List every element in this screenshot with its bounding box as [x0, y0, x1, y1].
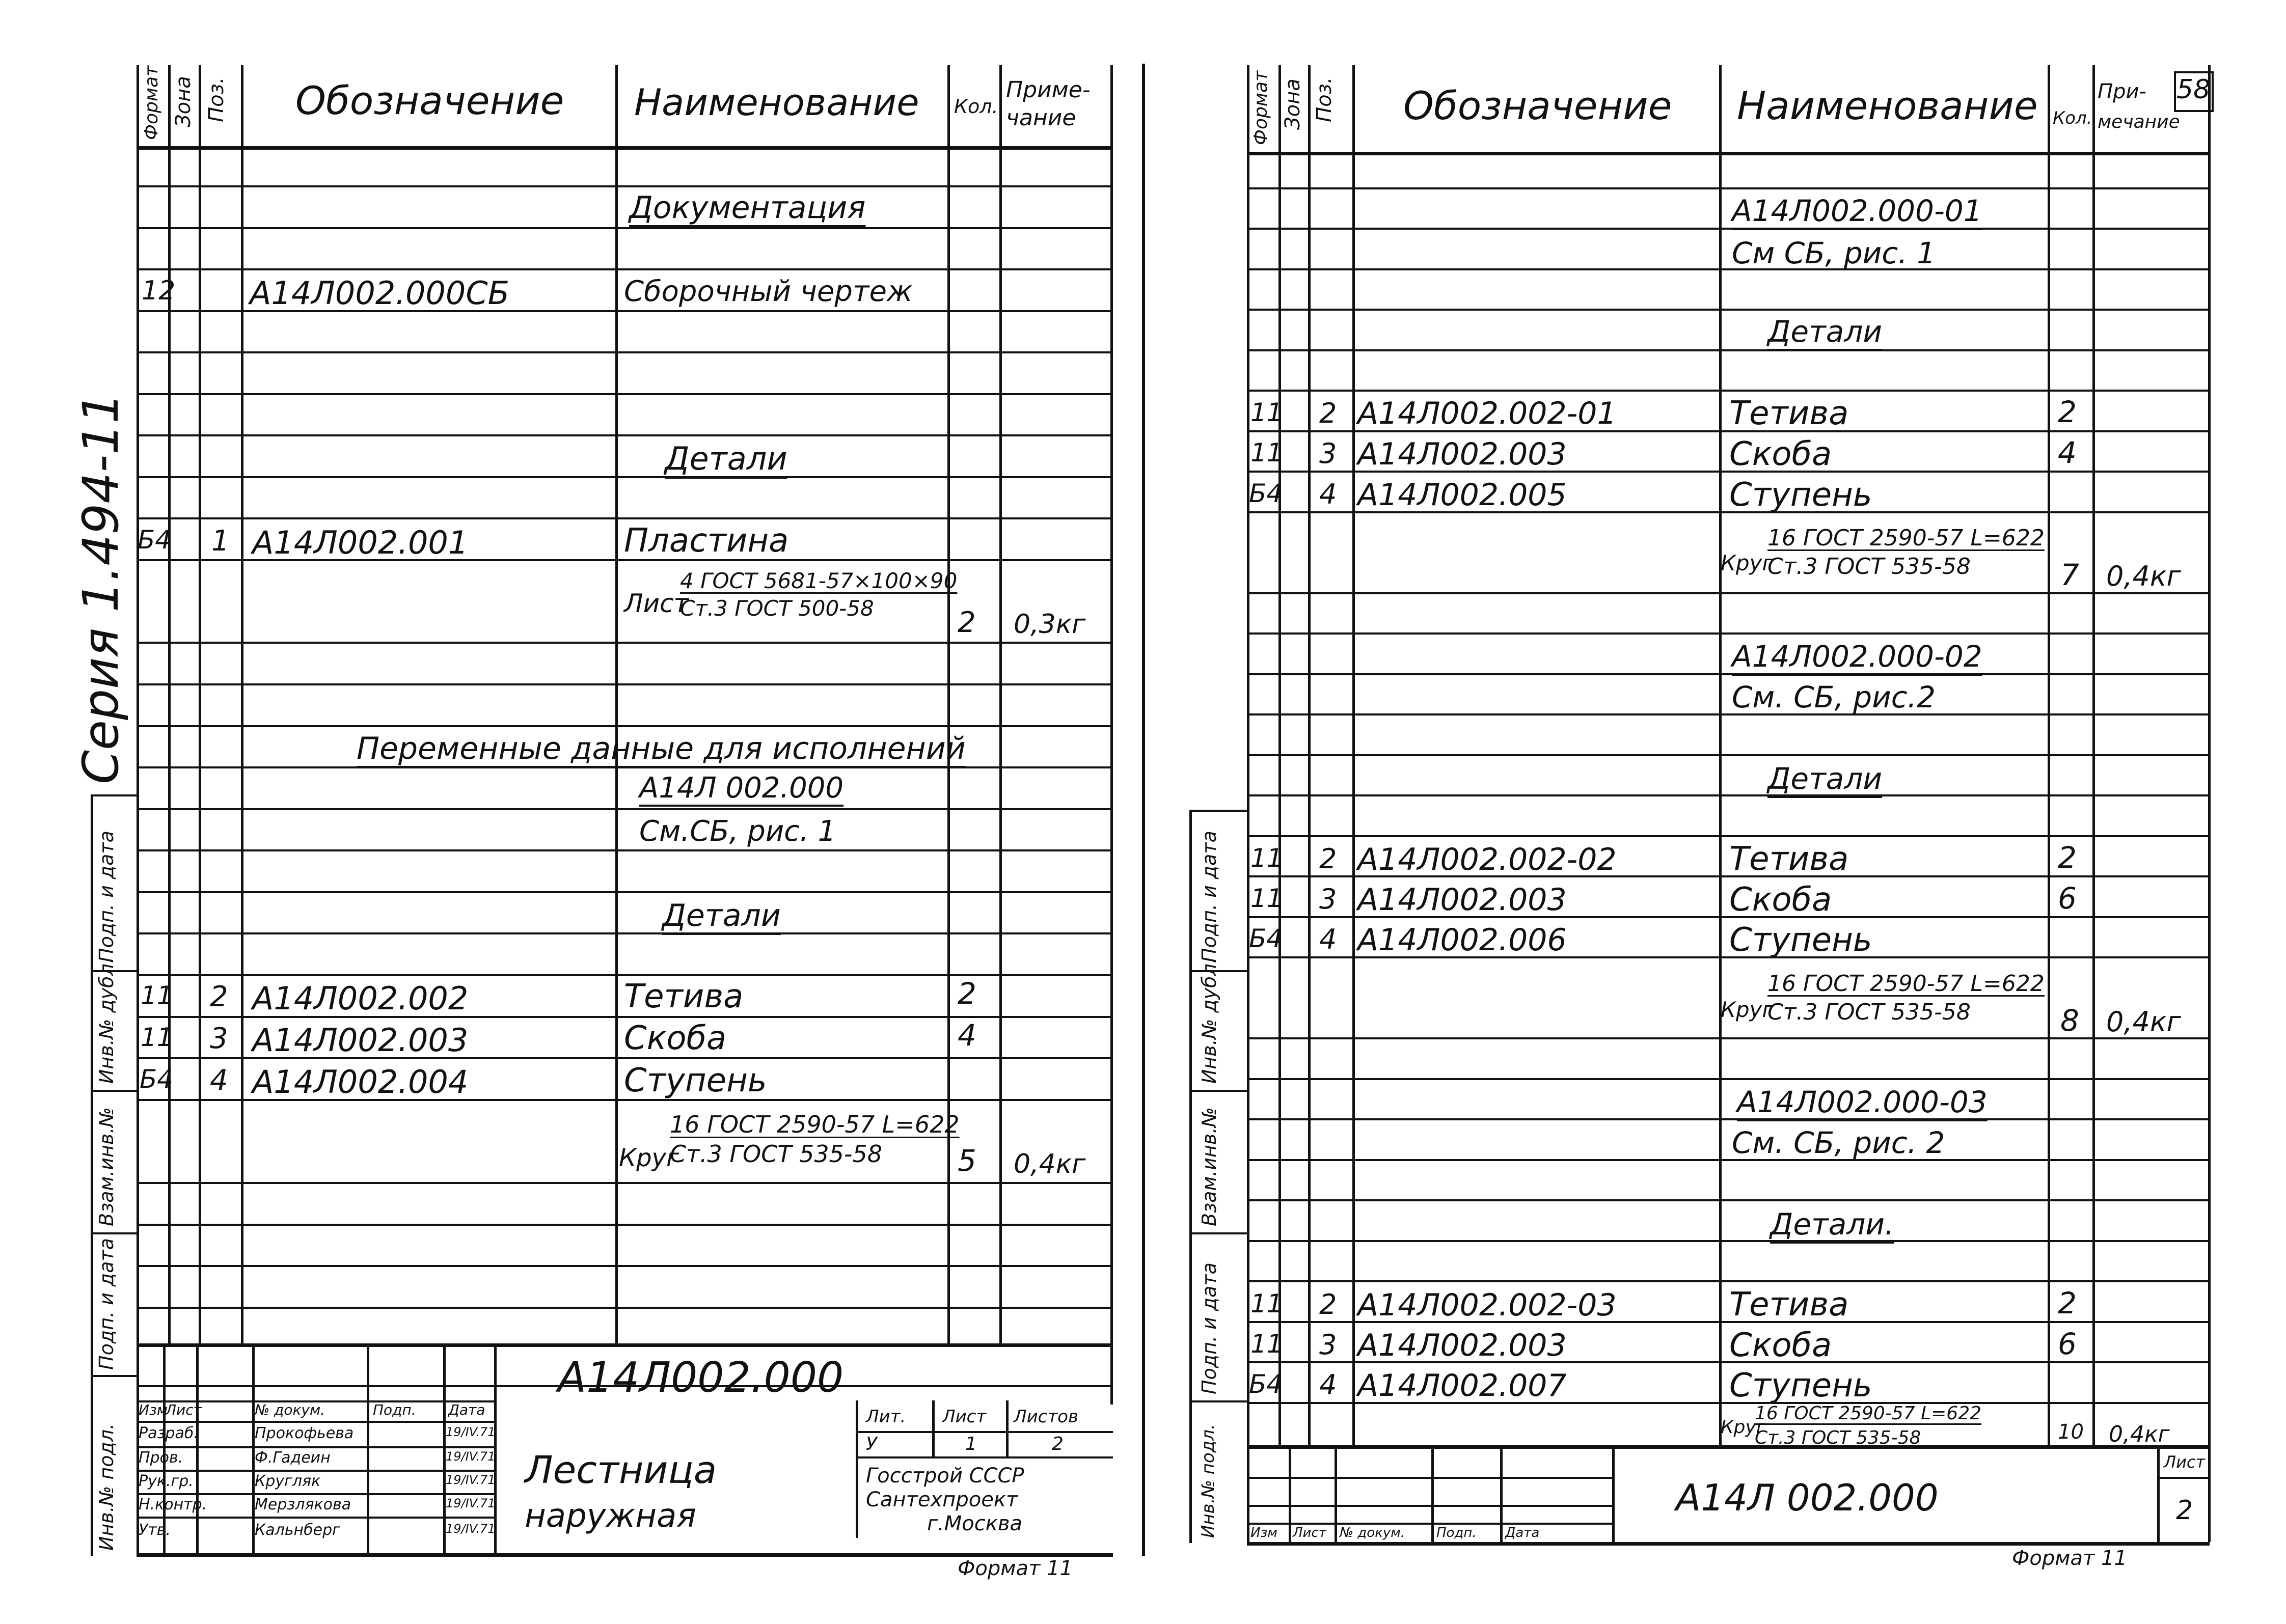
r-side-label-dup-inv: Инв.№ дубл.	[1198, 957, 1220, 1084]
plate-format: Б4	[138, 525, 172, 555]
org-line-2: Сантехпроект	[866, 1488, 1018, 1511]
r-col-doc: № докум.	[1340, 1525, 1405, 1540]
v1-item-2-format: 11	[1250, 438, 1283, 467]
v3-round-spec-top: 16 ГОСТ 2590-57 L=622	[1755, 1403, 1982, 1424]
stringer-designation: А14Л002.002	[252, 980, 469, 1017]
v3-item-1-pos: 2	[1319, 1288, 1337, 1320]
v2-item-2-name: Скоба	[1729, 881, 1832, 919]
v2-item-3-pos: 4	[1319, 923, 1337, 955]
org-line-1: Госстрой СССР	[866, 1464, 1024, 1488]
sheet-spec	[680, 570, 957, 619]
v2-item-1-pos: 2	[1319, 843, 1337, 875]
round-spec-top: 16 ГОСТ 2590-57 L=622	[670, 1111, 960, 1138]
left-format-note: Формат 11	[958, 1557, 1073, 1580]
sheet-qty: 2	[958, 606, 976, 639]
section-variable-data: Переменные данные для исполнений	[357, 731, 966, 766]
r-doc-number: А14Л 002.000	[1676, 1476, 1939, 1519]
r-header-note-1: При-	[2098, 80, 2146, 103]
section-details-1: Детали	[665, 440, 787, 477]
v2-item-3-format: Б4	[1249, 924, 1283, 953]
v2-item-1-qty: 2	[2058, 840, 2077, 875]
v3-round-prefix: Круг	[1721, 1417, 1766, 1438]
step-pos: 4	[210, 1064, 228, 1097]
v3-item-2-pos: 3	[1319, 1329, 1337, 1361]
round-spec	[670, 1113, 960, 1166]
header-qty: Кол.	[954, 95, 998, 118]
v2-round-note: 0,4кг	[2106, 1006, 2181, 1038]
r-sheet-label: Лист	[2164, 1452, 2206, 1472]
v1-round-qty: 7	[2060, 558, 2079, 592]
sheet-spec-bottom: Ст.3 ГОСТ 500-58	[680, 596, 874, 621]
v2-round-spec-top: 16 ГОСТ 2590-57 L=622	[1767, 971, 2045, 997]
variant-2-designation: А14Л002.000-02	[1732, 639, 1982, 674]
v3-item-1-format: 11	[1250, 1289, 1283, 1318]
plate-designation: А14Л002.001	[252, 524, 469, 561]
role-5-date: 19/IV.71	[446, 1522, 496, 1536]
v2-item-3-name: Ступень	[1729, 921, 1872, 959]
left-col-list: Лист	[166, 1401, 202, 1418]
sheet-label: Лист	[942, 1407, 987, 1427]
v2-round-qty: 8	[2060, 1003, 2079, 1038]
bracket-qty: 4	[958, 1018, 976, 1053]
v1-round-note: 0,4кг	[2106, 560, 2181, 592]
v3-round-qty: 10	[2058, 1420, 2084, 1444]
v3-item-1-name: Тетива	[1729, 1286, 1849, 1324]
role-4: Н.контр.	[139, 1496, 207, 1513]
r-side-label-orig-inv: Инв.№ подл.	[1198, 1424, 1218, 1538]
v1-round-prefix: Круг	[1721, 550, 1774, 575]
round-spec-bottom: Ст.3 ГОСТ 535-58	[670, 1140, 883, 1168]
left-col-doc: № докум.	[255, 1401, 325, 1418]
v1-item-3-pos: 4	[1319, 478, 1337, 510]
stringer-format: 11	[141, 981, 173, 1010]
role-5: Утв.	[139, 1521, 171, 1539]
round-prefix: Круг	[619, 1144, 679, 1172]
variant-2-details: Детали	[1767, 761, 1883, 796]
role-5-name: Кальнберг	[255, 1521, 340, 1539]
role-3: Рук.гр.	[139, 1472, 194, 1490]
plate-pos: 1	[211, 525, 230, 558]
sheet-divider	[1142, 64, 1145, 1556]
v3-item-2-qty: 6	[2058, 1327, 2077, 1361]
sheet-note: 0,3кг	[1014, 609, 1086, 640]
side-label-replaced-inv: Взам.инв.№	[95, 1107, 118, 1226]
section-documentation: Документация	[629, 190, 866, 226]
v3-item-1-qty: 2	[2058, 1286, 2077, 1320]
v1-round-spec	[1767, 527, 2045, 578]
sheet-prefix: Лист	[624, 589, 689, 618]
v1-item-1-pos: 2	[1319, 397, 1337, 429]
r-col-date: Дата	[1505, 1525, 1540, 1540]
v2-round-spec-bottom: Ст.3 ГОСТ 535-58	[1767, 999, 1971, 1025]
header-name: Наименование	[634, 81, 919, 124]
step-name: Ступень	[624, 1062, 767, 1099]
sheets-value: 2	[1052, 1434, 1064, 1454]
r-header-name: Наименование	[1737, 83, 2038, 128]
role-4-name: Мерзлякова	[255, 1496, 351, 1513]
side-label-sign-date-2: Подп. и дата	[95, 1238, 118, 1370]
r-side-label-replaced-inv: Взам.инв.№	[1198, 1107, 1220, 1226]
doc-designation: А14Л002.000СБ	[250, 274, 510, 312]
v1-item-2-pos: 3	[1319, 437, 1337, 470]
v2-item-3-designation: А14Л002.006	[1357, 922, 1567, 958]
sheet-value: 1	[965, 1434, 977, 1454]
left-title-line1: Лестница	[525, 1448, 717, 1492]
v2-item-2-designation: А14Л002.003	[1357, 882, 1567, 918]
v1-item-2-designation: А14Л002.003	[1357, 436, 1567, 472]
r-header-pos: Поз.	[1313, 77, 1336, 122]
role-1: Разраб.	[139, 1424, 199, 1442]
v1-item-3-format: Б4	[1249, 479, 1283, 508]
role-1-date: 19/IV.71	[446, 1425, 496, 1439]
left-title-line2: наружная	[525, 1497, 696, 1535]
v1-item-3-name: Ступень	[1729, 476, 1872, 514]
variant-1-designation: А14Л002.000-01	[1732, 194, 1982, 228]
stringer-pos: 2	[210, 980, 228, 1013]
page-number: 58	[2176, 74, 2211, 105]
v1-item-2-qty: 4	[2058, 435, 2077, 470]
role-2-name: Ф.Гадеин	[255, 1449, 331, 1467]
v3-item-1-designation: А14Л002.002-03	[1357, 1287, 1617, 1323]
sheet-spec-top: 4 ГОСТ 5681-57×100×90	[680, 568, 958, 593]
header-designation: Обозначение	[295, 78, 564, 123]
bracket-name: Скоба	[624, 1020, 727, 1057]
role-2: Пров.	[139, 1449, 183, 1467]
section-details-2: Детали	[662, 898, 781, 933]
v2-item-2-pos: 3	[1319, 883, 1337, 915]
variant-3-details: Детали.	[1770, 1207, 1894, 1242]
v3-round-spec	[1755, 1405, 1981, 1447]
role-3-date: 19/IV.71	[446, 1473, 496, 1487]
v3-round-spec-bottom: Ст.3 ГОСТ 535-58	[1755, 1427, 1921, 1448]
step-designation: А14Л002.004	[252, 1063, 469, 1100]
variable-ref: См.СБ, рис. 1	[639, 815, 836, 848]
header-note-1: Приме-	[1006, 77, 1091, 103]
r-header-qty: Кол.	[2053, 108, 2092, 128]
r-col-list: Лист	[1293, 1525, 1326, 1540]
v3-item-3-pos: 4	[1319, 1369, 1337, 1401]
v3-item-2-designation: А14Л002.003	[1357, 1328, 1567, 1363]
round-qty: 5	[958, 1143, 976, 1178]
v2-item-1-format: 11	[1250, 843, 1283, 873]
v2-item-2-qty: 6	[2058, 881, 2077, 916]
lit-value: У	[866, 1434, 877, 1454]
side-label-sign-date-1: Подп. и дата	[95, 831, 118, 962]
v1-item-1-designation: А14Л002.002-01	[1357, 396, 1617, 431]
step-format: Б4	[140, 1064, 174, 1094]
r-side-label-sign-date-1: Подп. и дата	[1198, 831, 1220, 962]
r-format-note: Формат 11	[2012, 1547, 2127, 1570]
v2-item-2-format: 11	[1250, 884, 1283, 913]
v3-item-3-format: Б4	[1249, 1369, 1283, 1399]
series-label: Серия 1.494-11	[72, 392, 129, 784]
variant-1-ref: См СБ, рис. 1	[1732, 236, 1936, 270]
left-col-sign: Подп.	[373, 1401, 416, 1418]
variant-3-ref: См. СБ, рис. 2	[1732, 1125, 1945, 1160]
r-col-izm: Изм	[1250, 1525, 1277, 1540]
v2-round-spec	[1767, 973, 2045, 1024]
header-zone: Зона	[172, 76, 195, 127]
role-2-date: 19/IV.71	[446, 1449, 496, 1464]
v2-item-1-name: Тетива	[1729, 840, 1849, 878]
role-4-date: 19/IV.71	[446, 1496, 496, 1510]
v3-item-2-format: 11	[1250, 1329, 1283, 1359]
bracket-designation: А14Л002.003	[252, 1022, 469, 1059]
bracket-format: 11	[141, 1023, 173, 1052]
stringer-qty: 2	[958, 976, 976, 1011]
header-format: Формат	[141, 65, 162, 140]
role-3-name: Кругляк	[255, 1472, 321, 1490]
v3-item-3-designation: А14Л002.007	[1357, 1368, 1567, 1403]
v1-item-1-format: 11	[1250, 398, 1283, 427]
sheets-label: Листов	[1014, 1407, 1079, 1427]
v3-item-3-name: Ступень	[1729, 1367, 1872, 1405]
left-doc-number: А14Л002.000	[558, 1354, 844, 1402]
side-label-orig-inv: Инв.№ подл.	[95, 1423, 118, 1551]
bracket-pos: 3	[210, 1022, 228, 1055]
plate-name: Пластина	[624, 522, 789, 560]
v1-item-2-name: Скоба	[1729, 435, 1832, 473]
round-note: 0,4кг	[1014, 1149, 1086, 1179]
role-1-name: Прокофьева	[255, 1424, 354, 1442]
r-header-note-2: мечание	[2098, 112, 2180, 132]
stringer-name: Тетива	[624, 978, 744, 1015]
left-col-date: Дата	[448, 1401, 485, 1418]
r-header-format: Формат	[1250, 70, 1271, 145]
variant-2-ref: См. СБ, рис.2	[1732, 680, 1936, 714]
r-col-sign: Подп.	[1436, 1525, 1477, 1540]
header-note-2: чание	[1006, 105, 1076, 131]
v1-round-spec-top: 16 ГОСТ 2590-57 L=622	[1767, 525, 2045, 551]
r-sheet-value: 2	[2176, 1495, 2193, 1526]
side-label-dup-inv: Инв.№ дубл.	[95, 957, 118, 1084]
org-line-3: г.Москва	[927, 1512, 1022, 1535]
v1-item-3-designation: А14Л002.005	[1357, 477, 1567, 513]
r-header-designation: Обозначение	[1403, 83, 1672, 128]
v3-item-2-name: Скоба	[1729, 1327, 1832, 1364]
v1-item-1-name: Тетива	[1729, 395, 1849, 432]
r-side-label-sign-date-2: Подп. и дата	[1198, 1262, 1220, 1394]
variant-1-details: Детали	[1767, 314, 1883, 349]
v1-round-spec-bottom: Ст.3 ГОСТ 535-58	[1767, 554, 1971, 580]
variant-3-designation: А14Л002.000-03	[1737, 1085, 1988, 1119]
lit-label: Лит.	[866, 1407, 906, 1427]
doc-format: 12	[142, 276, 176, 306]
v2-round-prefix: Круг	[1721, 997, 1774, 1022]
r-header-zone: Зона	[1281, 78, 1304, 130]
variable-designation: А14Л 002.000	[639, 772, 844, 805]
header-pos: Поз.	[205, 77, 228, 122]
v2-item-1-designation: А14Л002.002-02	[1357, 842, 1617, 877]
left-col-izm: Изм	[139, 1401, 168, 1418]
doc-name: Сборочный чертеж	[624, 275, 913, 308]
v3-round-note: 0,4кг	[2109, 1421, 2170, 1447]
v1-item-1-qty: 2	[2058, 395, 2077, 429]
